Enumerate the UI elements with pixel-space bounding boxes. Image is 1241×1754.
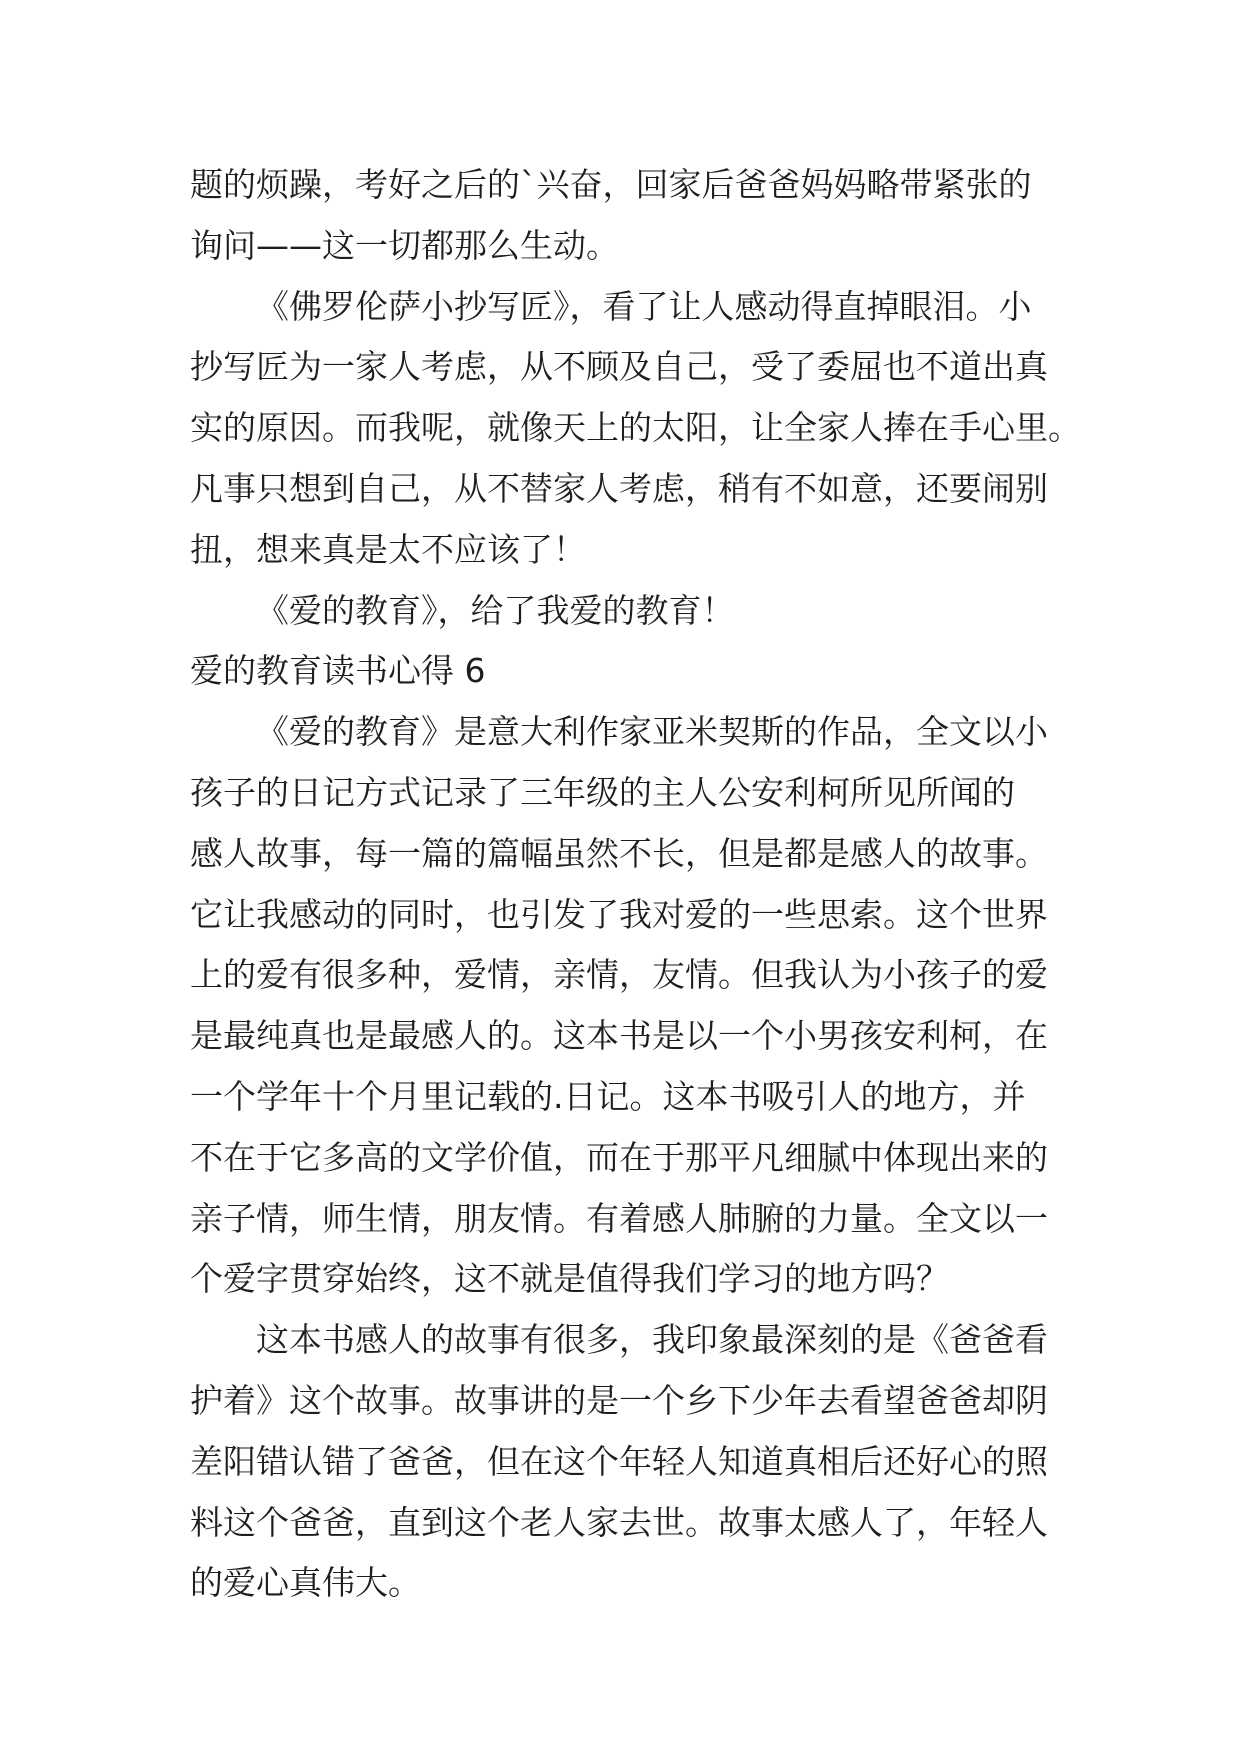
- paragraph-start-line: 《爱的教育》，给了我爱的教育！: [256, 590, 735, 630]
- text-line: 题的烦躁，考好之后的`兴奋，回家后爸爸妈妈略带紧张的: [190, 165, 1032, 204]
- text-line: 抄写匠为一家人考虑，从不顾及自己，受了委屈也不道出真: [190, 347, 1048, 387]
- text-line: 个爱字贯穿始终，这不就是值得我们学习的地方吗？: [190, 1259, 949, 1299]
- text-line: 不在于它多高的文学价值，而在于那平凡细腻中体现出来的: [190, 1137, 1048, 1177]
- text-line: 感人故事，每一篇的篇幅虽然不长，但是都是感人的故事。: [190, 833, 1048, 873]
- text-line: 是最纯真也是最感人的。这本书是以一个小男孩安利柯，在: [190, 1016, 1048, 1056]
- text-line: 孩子的日记方式记录了三年级的主人公安利柯所见所闻的: [190, 772, 1015, 812]
- text-line: 差阳错认错了爸爸，但在这个年轻人知道真相后还好心的照: [190, 1441, 1048, 1481]
- text-line: 的爱心真伟大。: [190, 1563, 421, 1603]
- text-line: 询问——这一切都那么生动。: [190, 225, 619, 265]
- paragraph-start-line: 这本书感人的故事有很多，我印象最深刻的是《爸爸看: [256, 1320, 1048, 1360]
- text-line: 它让我感动的同时，也引发了我对爱的一些思索。这个世界: [190, 894, 1048, 934]
- document-body: [190, 155, 1081, 1614]
- paragraph-start-line: 《爱的教育》是意大利作家亚米契斯的作品，全文以小: [256, 712, 1048, 752]
- section-heading: 爱的教育读书心得 6: [190, 651, 486, 691]
- text-line: 亲子情，师生情，朋友情。有着感人肺腑的力量。全文以一: [190, 1198, 1048, 1238]
- text-line: 料这个爸爸，直到这个老人家去世。故事太感人了，年轻人: [190, 1502, 1048, 1542]
- paragraph-start-line: 《佛罗伦萨小抄写匠》，看了让人感动得直掉眼泪。小: [256, 286, 1032, 326]
- text-line: 护着》这个故事。故事讲的是一个乡下少年去看望爸爸却阴: [190, 1380, 1048, 1420]
- text-line: 一个学年十个月里记载的.日记。这本书吸引人的地方，并: [190, 1076, 1026, 1116]
- text-line: 实的原因。而我呢，就像天上的太阳，让全家人捧在手心里。: [190, 408, 1081, 448]
- text-line: 凡事只想到自己，从不替家人考虑，稍有不如意，还要闹别: [190, 468, 1048, 508]
- text-line: 扭，想来真是太不应该了！: [190, 529, 586, 569]
- text-line: 上的爱有很多种，爱情，亲情，友情。但我认为小孩子的爱: [190, 955, 1048, 995]
